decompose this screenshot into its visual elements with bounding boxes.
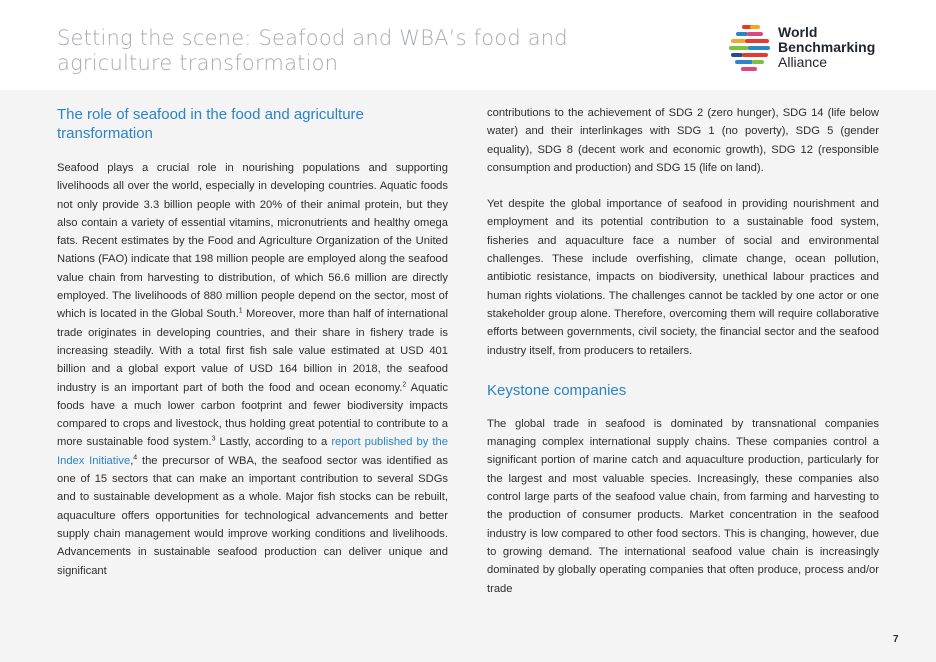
section-heading-keystone-companies: Keystone companies — [487, 381, 627, 399]
left-column — [57, 90, 448, 580]
page-title — [57, 26, 657, 76]
index-initiative-report-link[interactable]: report published by the Index Initiative — [57, 436, 448, 467]
body-paragraph-challenges: Yet despite the global importance of seafood in providing nourishment and employment and its potential contribution to a sustainable food system, fisheries and aquaculture face a number of social and environmental challenges. These include overfishing, climate change, ocean pollution, antibiotic resistance, impacts on biodiversity, unethical labour practices and human rights violations. The challenges cannot be tackled by one actor or one stakeholder group alone. Therefore, overcoming them will require collaborative efforts between governments, civil society, the financial sector and the seafood industry itself, from producers to retailers. — [487, 198, 879, 357]
body-paragraph-seafood-role — [57, 159, 448, 580]
wba-logo-text — [778, 25, 875, 70]
text-segment: Moreover, more than half of international trade originates in developing countries, and their share in fishery trade is increasing steadily. With a total first fish sale value estimated at USD 401 billion and a global export value of USD 164 billion in 2018, the seafood industry is an important part of both the food and ocean economy. — [57, 308, 448, 394]
wba-logo — [728, 22, 888, 72]
text-segment: , — [130, 454, 134, 467]
section-heading-seafood-role: The role of seafood in the food and agriculture transformation — [57, 106, 364, 142]
page-number: 7 — [893, 634, 899, 645]
right-column — [487, 90, 879, 598]
footnote-ref-4[interactable]: 4 — [133, 454, 138, 462]
footnote-ref-1[interactable]: 1 — [238, 307, 243, 315]
body-paragraph-keystone-companies: The global trade in seafood is dominated by transnational companies managing complex international supply chains. These companies control a significant portion of marine catch and aquaculture production, particularly for the largest and most valuable species. Increasingly, these companies also control large parts of the seafood value chain, from farming and harvesting to the production of consumer products. Market concentration in the seafood industry is low compared to other food sectors. This is changing, however, due to growing demand. The international seafood value chain is increasingly dominated by globally operating companies that often produce, process and/or trade — [487, 417, 879, 595]
logo-line-3: Alliance — [778, 54, 828, 70]
page-body — [0, 90, 936, 662]
body-paragraph-sdg-contributions: contributions to the achievement of SDG 2 (zero hunger), SDG 14 (life below water) and their interlinkages with SDG 1 (no poverty), SDG 5 (gender equality), SDG 8 (decent work and economic growth), SDG 12 (responsible consumption and production) and SDG 15 (life on land). — [487, 107, 879, 174]
page-title-line-1: Setting the scene: Seafood and WBA’s food and — [57, 26, 568, 50]
footnote-ref-3[interactable]: 3 — [211, 435, 216, 443]
text-segment: Aquatic foods have a much lower carbon footprint and fewer biodiversity impacts compared to crops and livestock, thus holding great potential to contribute to a more sustainable food system. — [57, 381, 448, 449]
page-title-line-2: agriculture transformation — [57, 51, 339, 75]
wba-globe-icon — [728, 22, 774, 72]
text-segment: the precursor of WBA, the seafood sector was identified as one of 15 sectors that can make an important contribution to several SDGs and to sustainable development as a whole. Major fish stocks can be rebuilt, aquaculture offers opportunities for technological advancements and better supply chain management would improve working conditions and livelihoods. Advancements in sustainable seafood production can deliver unique and significant — [57, 454, 448, 577]
text-segment: Lastly, according to a — [215, 436, 332, 449]
logo-line-1: World — [778, 24, 818, 40]
logo-line-2: Benchmarking — [778, 39, 876, 55]
text-segment: Seafood plays a crucial role in nourishing populations and supporting livelihoods all over the world, especially in developing countries. Aquatic foods not only provide 3.3 billion people with 20% of their animal protein, but they also contain a variety of essential vitamins, micronutrients and healthy omega fats. Recent estimates by the Food and Agriculture Organization of the United Nations (FAO) indicate that 198 million people are employed along the seafood value chain from harvesting to distribution, of which 56.6 million are directly employed. The livelihoods of 880 million people depend on the sector, most of which is located in the Global South. — [57, 162, 448, 321]
footnote-ref-2[interactable]: 2 — [402, 380, 407, 388]
page-header — [0, 0, 936, 90]
